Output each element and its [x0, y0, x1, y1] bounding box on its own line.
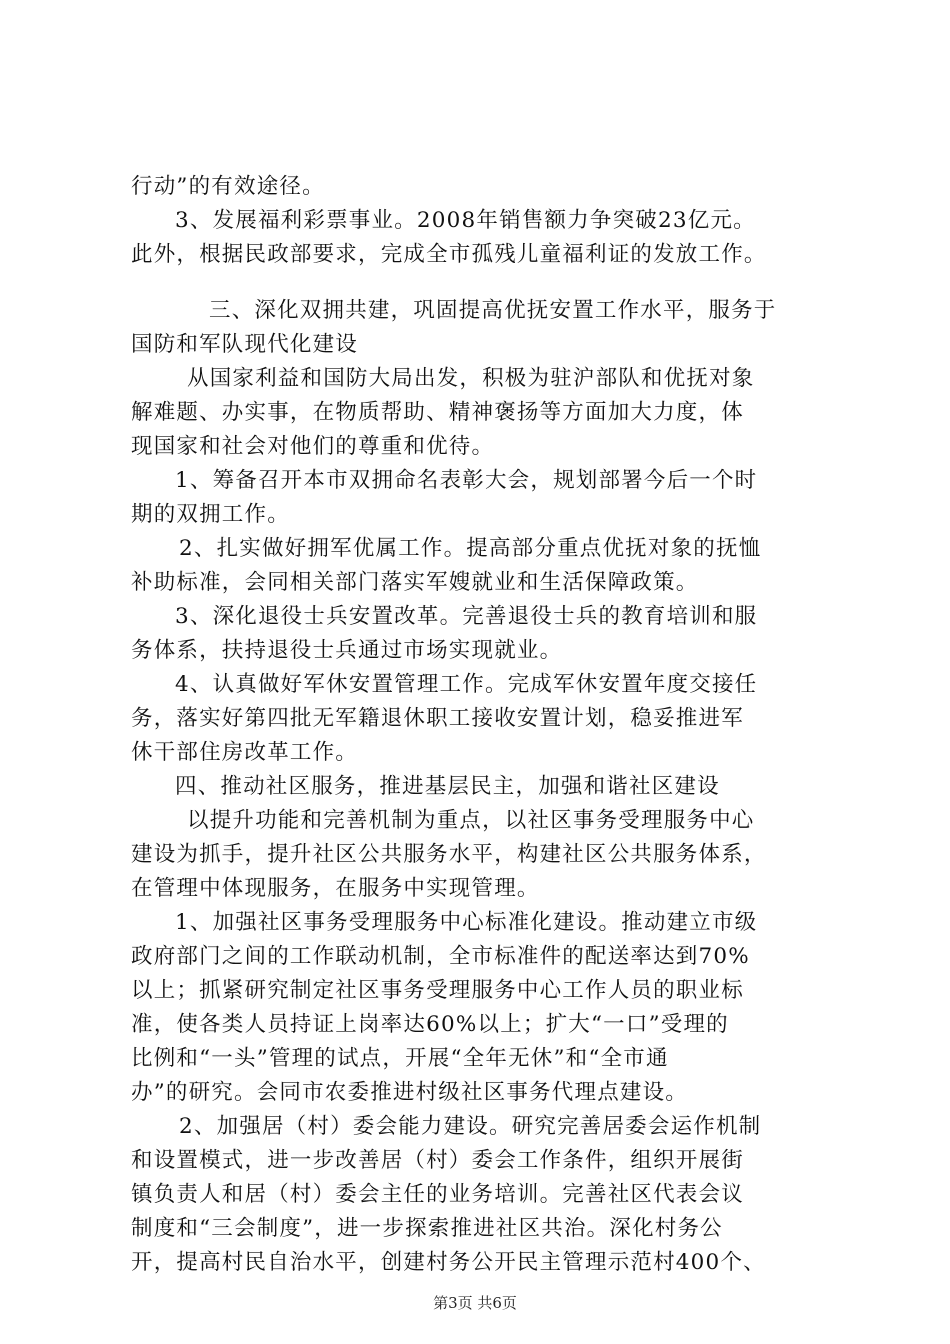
text-line: 期的双拥工作。: [131, 502, 290, 527]
text-line: 2、扎实做好拥军优属工作。提高部分重点优抚对象的抚恤: [179, 536, 762, 561]
text-line: 政府部门之间的工作联动机制，全市标准件的配送率达到70%: [131, 944, 750, 969]
text-line: 建设为抓手，提升社区公共服务水平，构建社区公共服务体系，: [131, 842, 767, 867]
text-line: 比例和“一头”管理的试点，开展“全年无休”和“全市通: [131, 1046, 669, 1071]
section-heading: 四、推动社区服务，推进基层民主，加强和谐社区建设: [175, 774, 720, 799]
text-line: 准，使各类人员持证上岗率达60%以上；扩大“一口”受理的: [131, 1012, 729, 1037]
paragraph-gap: [131, 272, 851, 294]
text-line: 1、加强社区事务受理服务中心标准化建设。推动建立市级: [175, 910, 758, 935]
text-line: 从国家利益和国防大局出发，积极为驻沪部队和优抚对象: [187, 366, 755, 391]
text-line: 1、筹备召开本市双拥命名表彰大会，规划部署今后一个时: [175, 468, 758, 493]
text-line: 3、深化退役士兵安置改革。完善退役士兵的教育培训和服: [175, 604, 758, 629]
text-line: 在管理中体现服务，在服务中实现管理。: [131, 876, 540, 901]
text-line: 制度和“三会制度”，进一步探索推进社区共治。深化村务公: [131, 1216, 723, 1241]
text-line: 3、发展福利彩票事业。2008年销售额力争突破23亿元。: [175, 208, 756, 233]
text-line: 现国家和社会对他们的尊重和优待。: [131, 434, 495, 459]
text-line: 以提升功能和完善机制为重点，以社区事务受理服务中心: [187, 808, 755, 833]
page-number: 第3页 共6页: [433, 1294, 517, 1312]
text-line: 休干部住房改革工作。: [131, 740, 359, 765]
text-line: 镇负责人和居（村）委会主任的业务培训。完善社区代表会议: [131, 1182, 744, 1207]
text-line: 补助标准，会同相关部门落实军嫂就业和生活保障政策。: [131, 570, 699, 595]
text-line: 以上；抓紧研究制定社区事务受理服务中心工作人员的职业标: [131, 978, 744, 1003]
text-line: 和设置模式，进一步改善居（村）委会工作条件，组织开展街: [131, 1148, 744, 1173]
text-line: 务，落实好第四批无军籍退休职工接收安置计划，稳妥推进军: [131, 706, 744, 731]
text-line: 务体系，扶持退役士兵通过市场实现就业。: [131, 638, 563, 663]
document-body: [131, 170, 851, 1280]
text-line: 解难题、办实事，在物质帮助、精神褒扬等方面加大力度，体: [131, 400, 744, 425]
text-line: 此外，根据民政部要求，完成全市孤残儿童福利证的发放工作。: [131, 242, 767, 267]
section-heading: 国防和军队现代化建设: [131, 332, 359, 357]
text-line: 办”的研究。会同市农委推进村级社区事务代理点建设。: [131, 1080, 688, 1105]
text-line: 行动”的有效途径。: [131, 174, 325, 199]
text-line: 2、加强居（村）委会能力建设。研究完善居委会运作机制: [179, 1114, 762, 1139]
text-line: 开，提高村民自治水平，创建村务公开民主管理示范村400个、: [131, 1250, 766, 1275]
page-footer: [0, 1293, 950, 1313]
text-line: 4、认真做好军休安置管理工作。完成军休安置年度交接任: [175, 672, 758, 697]
section-heading: 三、深化双拥共建，巩固提高优抚安置工作水平，服务于: [209, 298, 777, 323]
